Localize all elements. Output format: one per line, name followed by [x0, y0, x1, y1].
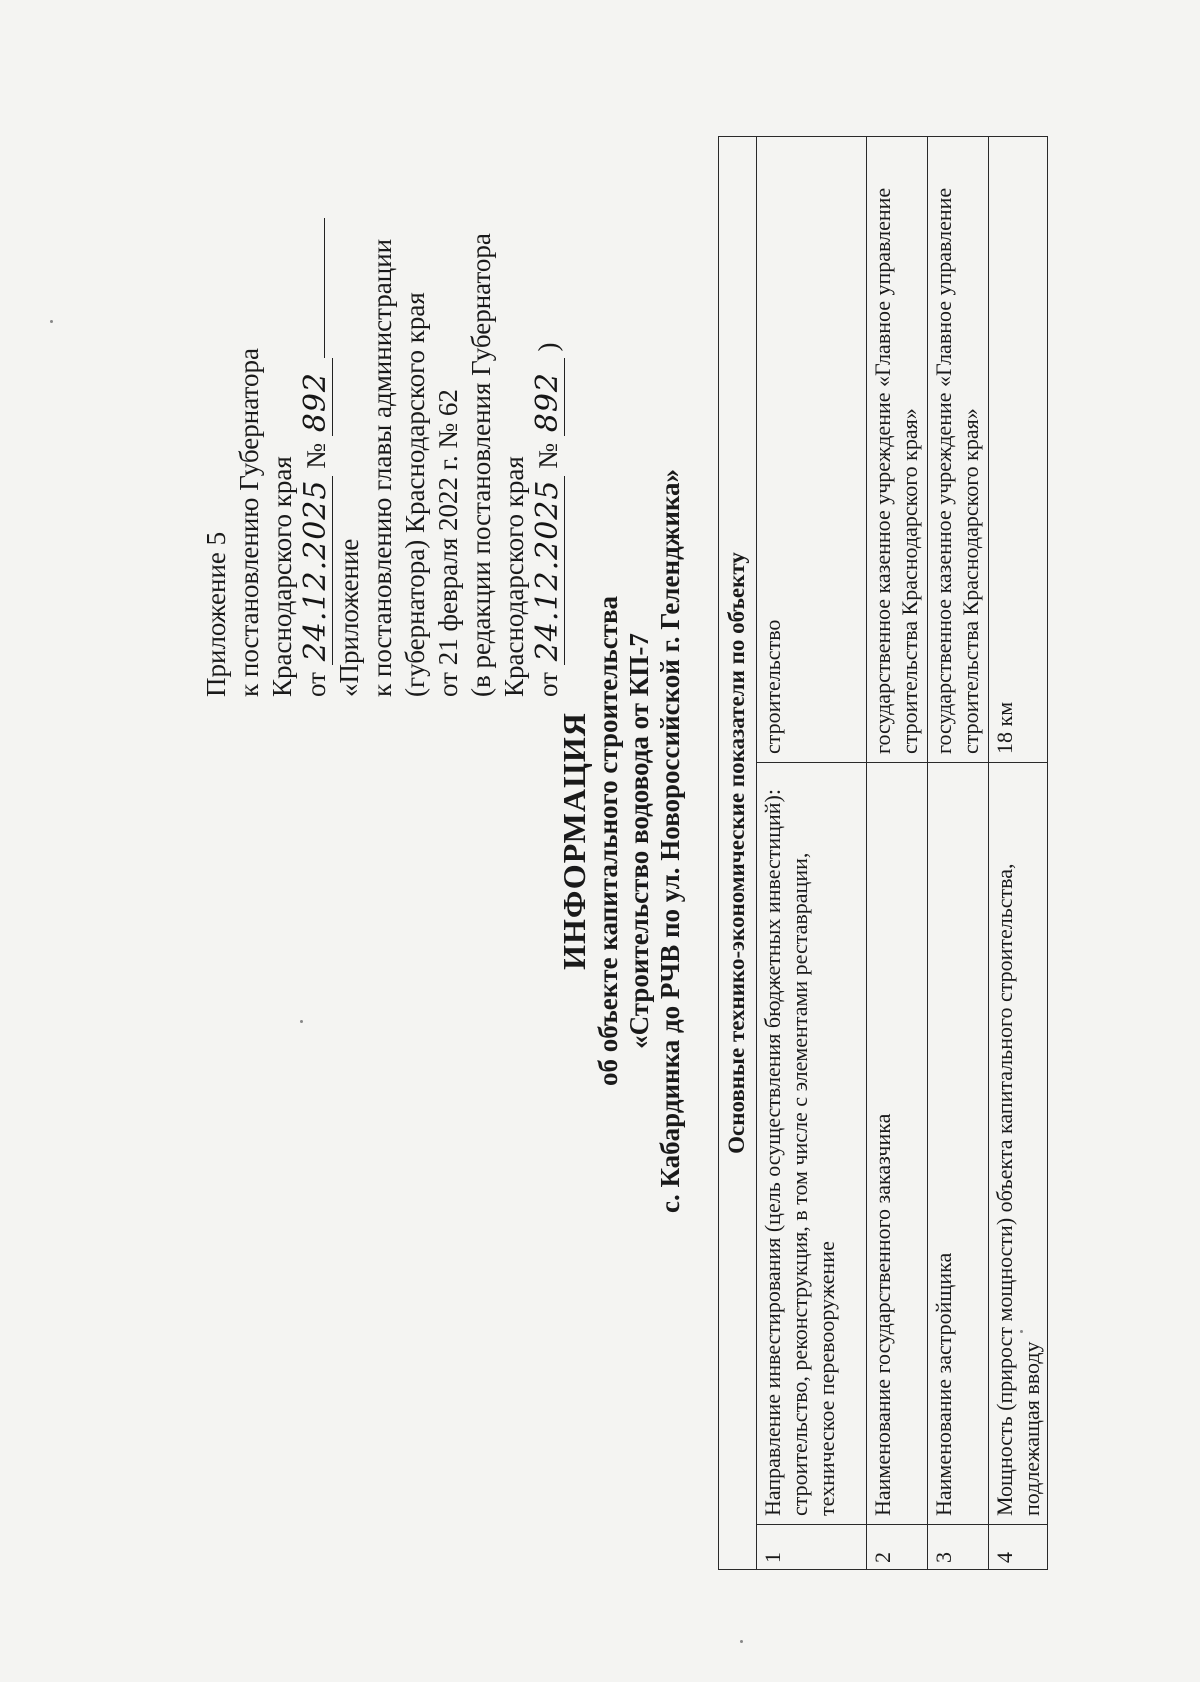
- appendix-line: Приложение 5: [201, 531, 231, 697]
- row-number: 2: [867, 1525, 928, 1570]
- handwritten-date: 24.12.2025: [531, 476, 565, 666]
- scan-speck: [300, 1020, 303, 1023]
- scan-speck: [50, 320, 53, 323]
- row-number: 1: [757, 1525, 867, 1570]
- scan-speck: [740, 1640, 743, 1643]
- table-row: [867, 137, 928, 1570]
- number-prefix: №: [301, 443, 331, 469]
- table-row: [928, 137, 989, 1570]
- handwritten-date: 24.12.2025: [299, 476, 333, 666]
- title-line: об объекте капитального строительства: [593, 595, 623, 1087]
- quote-line: (губернатора) Краснодарского края: [400, 292, 430, 697]
- quote-line: (в редакции постановления Губернатора: [466, 233, 496, 697]
- row-label: Наименование государственного заказчика: [867, 763, 928, 1525]
- appendix-date-line: [299, 0, 333, 697]
- appendix-line: Краснодарского края: [267, 456, 297, 697]
- title-line: «Строительство водовода от КП-7: [624, 633, 654, 1049]
- scan-speck: [1020, 1330, 1023, 1333]
- document-title: [555, 0, 686, 1682]
- handwritten-number: 892: [299, 358, 333, 436]
- table-row: [989, 137, 1048, 1570]
- table-header: Основные технико-экономические показатели по объекту: [719, 137, 757, 1570]
- appendix-block: [200, 0, 565, 697]
- title-heading: ИНФОРМАЦИЯ: [556, 712, 592, 970]
- row-label: Направление инвестирования (цель осуществления бюджетных инвестиций): строительство, реконструкция, в том числе с элементами реставрации, техническое перевооружение: [757, 763, 867, 1525]
- indicators-table: [718, 136, 1048, 1570]
- handwritten-number: 892: [531, 358, 565, 436]
- appendix-line: к постановлению Губернатора: [234, 348, 264, 697]
- row-value: строительство: [757, 137, 867, 763]
- row-value: государственное казенное учреждение «Главное управление строительства Краснодарского края»: [928, 137, 989, 763]
- table-row: [757, 137, 867, 1570]
- number-prefix: №: [533, 443, 563, 469]
- row-label: Мощность (прирост мощности) объекта капитального строительства, подлежащая вводу: [989, 763, 1048, 1525]
- closing-paren: ): [533, 342, 563, 352]
- row-number: 4: [989, 1525, 1048, 1570]
- quote-line: от 21 февраля 2022 г. № 62: [433, 389, 463, 697]
- row-value: государственное казенное учреждение «Главное управление строительства Краснодарского края»: [867, 137, 928, 763]
- quote-line: Краснодарского края: [499, 456, 529, 697]
- row-number: 3: [928, 1525, 989, 1570]
- title-line: с. Кабардинка до РЧВ по ул. Новороссийской г. Геленджика»: [655, 468, 685, 1214]
- date-prefix: от: [533, 672, 563, 697]
- quote-line: «Приложение: [334, 538, 364, 697]
- row-value: 18 км: [989, 137, 1048, 763]
- quote-line: к постановлению главы администрации: [367, 238, 397, 697]
- signature-line: [300, 218, 325, 358]
- date-prefix: от: [301, 672, 331, 697]
- row-label: Наименование застройщика: [928, 763, 989, 1525]
